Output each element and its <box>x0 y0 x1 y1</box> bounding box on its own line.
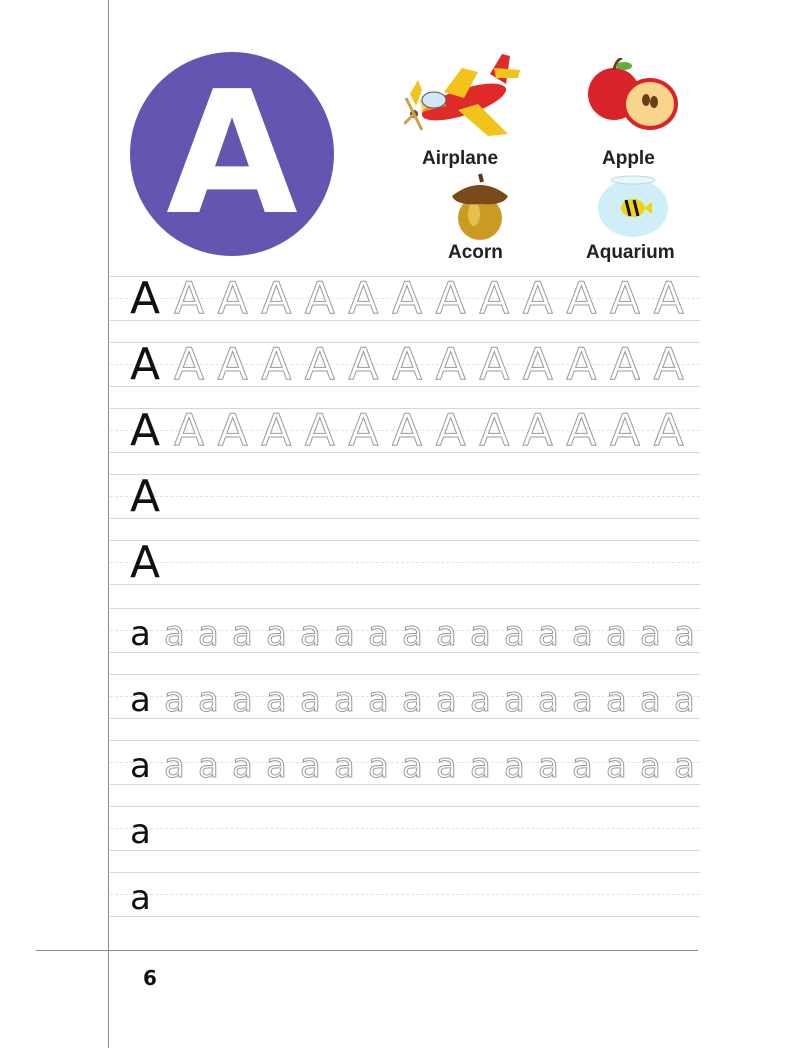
trace-letter: A <box>653 405 684 456</box>
caption-apple: Apple <box>602 148 655 169</box>
trace-letter: A <box>261 405 292 456</box>
model-letter: a <box>130 680 151 720</box>
trace-letter: a <box>368 746 389 786</box>
trace-letter: a <box>470 614 491 654</box>
trace-letter: a <box>266 680 287 720</box>
trace-letter: A <box>435 339 466 390</box>
trace-letter: A <box>522 339 553 390</box>
trace-letter: a <box>606 614 627 654</box>
trace-letter: a <box>572 746 593 786</box>
guide-line <box>110 872 700 873</box>
guide-line <box>110 608 700 609</box>
trace-letter: A <box>348 339 379 390</box>
footer-rule <box>36 950 698 951</box>
trace-letter: a <box>232 614 253 654</box>
guide-midline <box>110 828 700 829</box>
practice-row[interactable] <box>110 339 700 408</box>
model-letter: A <box>130 339 161 390</box>
practice-row[interactable] <box>110 537 700 606</box>
trace-letter: a <box>300 746 321 786</box>
margin-line <box>108 0 109 1048</box>
trace-letter: a <box>300 680 321 720</box>
letter-badge <box>130 52 334 256</box>
trace-letter: a <box>674 680 695 720</box>
trace-letter: a <box>572 614 593 654</box>
trace-letter: A <box>435 273 466 324</box>
trace-letter: a <box>436 614 457 654</box>
trace-letter: a <box>674 614 695 654</box>
trace-letter: a <box>232 680 253 720</box>
trace-letter: a <box>334 614 355 654</box>
guide-midline <box>110 562 700 563</box>
trace-letter: A <box>174 273 205 324</box>
big-letter: A <box>166 55 298 253</box>
guide-line <box>110 806 700 807</box>
trace-letter: a <box>538 614 559 654</box>
trace-letter: a <box>368 680 389 720</box>
guide-line <box>110 518 700 519</box>
trace-letter: A <box>261 273 292 324</box>
caption-aquarium: Aquarium <box>586 242 675 263</box>
model-letter: A <box>130 471 161 522</box>
trace-letter: A <box>610 339 641 390</box>
caption-acorn: Acorn <box>448 242 503 263</box>
model-letter: A <box>130 537 161 588</box>
trace-letter: A <box>304 273 335 324</box>
trace-letter: A <box>348 405 379 456</box>
trace-letter: a <box>674 746 695 786</box>
trace-letter: a <box>640 614 661 654</box>
trace-letter: a <box>266 614 287 654</box>
guide-midline <box>110 894 700 895</box>
trace-letter: A <box>392 273 423 324</box>
practice-row[interactable] <box>110 806 700 872</box>
trace-letter: a <box>640 746 661 786</box>
trace-letter: a <box>436 746 457 786</box>
practice-row[interactable] <box>110 608 700 674</box>
trace-letter: a <box>334 680 355 720</box>
trace-letter: a <box>436 680 457 720</box>
guide-line <box>110 540 700 541</box>
trace-letter: a <box>402 746 423 786</box>
model-letter: a <box>130 812 151 852</box>
guide-midline <box>110 496 700 497</box>
model-letter: a <box>130 614 151 654</box>
trace-letter: a <box>504 614 525 654</box>
guide-line <box>110 916 700 917</box>
trace-letter: A <box>174 339 205 390</box>
trace-letter: A <box>566 273 597 324</box>
guide-line <box>110 584 700 585</box>
trace-letter: A <box>566 405 597 456</box>
trace-letter: a <box>606 680 627 720</box>
trace-letter: a <box>232 746 253 786</box>
trace-letter: a <box>572 680 593 720</box>
trace-letter: A <box>392 405 423 456</box>
trace-letter: A <box>479 405 510 456</box>
practice-row[interactable] <box>110 740 700 806</box>
apple-icon <box>586 58 682 134</box>
trace-letter: a <box>504 680 525 720</box>
practice-row[interactable] <box>110 872 700 938</box>
practice-row[interactable] <box>110 405 700 474</box>
aquarium-icon <box>596 174 670 238</box>
trace-letter: A <box>610 405 641 456</box>
practice-row[interactable] <box>110 674 700 740</box>
trace-letter: a <box>470 680 491 720</box>
trace-letter: a <box>470 746 491 786</box>
trace-letter: a <box>368 614 389 654</box>
trace-letter: A <box>479 339 510 390</box>
guide-line <box>110 740 700 741</box>
page-number: 6 <box>143 966 157 990</box>
guide-line <box>110 474 700 475</box>
trace-letter: a <box>402 680 423 720</box>
trace-letter: a <box>198 614 219 654</box>
trace-letter: A <box>479 273 510 324</box>
trace-letter: a <box>164 746 185 786</box>
acorn-icon <box>448 172 512 242</box>
trace-letter: a <box>538 746 559 786</box>
trace-letter: a <box>402 614 423 654</box>
trace-letter: A <box>304 405 335 456</box>
trace-letter: A <box>261 339 292 390</box>
guide-line <box>110 850 700 851</box>
model-letter: A <box>130 405 161 456</box>
trace-letter: a <box>640 680 661 720</box>
trace-letter: a <box>300 614 321 654</box>
trace-letter: a <box>266 746 287 786</box>
practice-row[interactable] <box>110 273 700 342</box>
trace-letter: A <box>653 339 684 390</box>
trace-letter: A <box>610 273 641 324</box>
trace-letter: a <box>334 746 355 786</box>
trace-letter: A <box>217 273 248 324</box>
trace-letter: a <box>606 746 627 786</box>
trace-letter: A <box>217 405 248 456</box>
trace-letter: A <box>304 339 335 390</box>
trace-letter: A <box>566 339 597 390</box>
trace-letter: a <box>164 680 185 720</box>
trace-letter: a <box>198 746 219 786</box>
trace-letter: A <box>174 405 205 456</box>
trace-letter: A <box>348 273 379 324</box>
model-letter: a <box>130 878 151 918</box>
airplane-icon <box>404 50 522 142</box>
trace-letter: A <box>653 273 684 324</box>
trace-letter: a <box>164 614 185 654</box>
trace-letter: A <box>392 339 423 390</box>
trace-letter: a <box>504 746 525 786</box>
trace-letter: A <box>435 405 466 456</box>
trace-letter: a <box>198 680 219 720</box>
trace-letter: a <box>538 680 559 720</box>
trace-letter: A <box>217 339 248 390</box>
model-letter: A <box>130 273 161 324</box>
guide-line <box>110 674 700 675</box>
caption-airplane: Airplane <box>422 148 499 169</box>
practice-row[interactable] <box>110 471 700 540</box>
trace-letter: A <box>522 273 553 324</box>
model-letter: a <box>130 746 151 786</box>
trace-letter: A <box>522 405 553 456</box>
